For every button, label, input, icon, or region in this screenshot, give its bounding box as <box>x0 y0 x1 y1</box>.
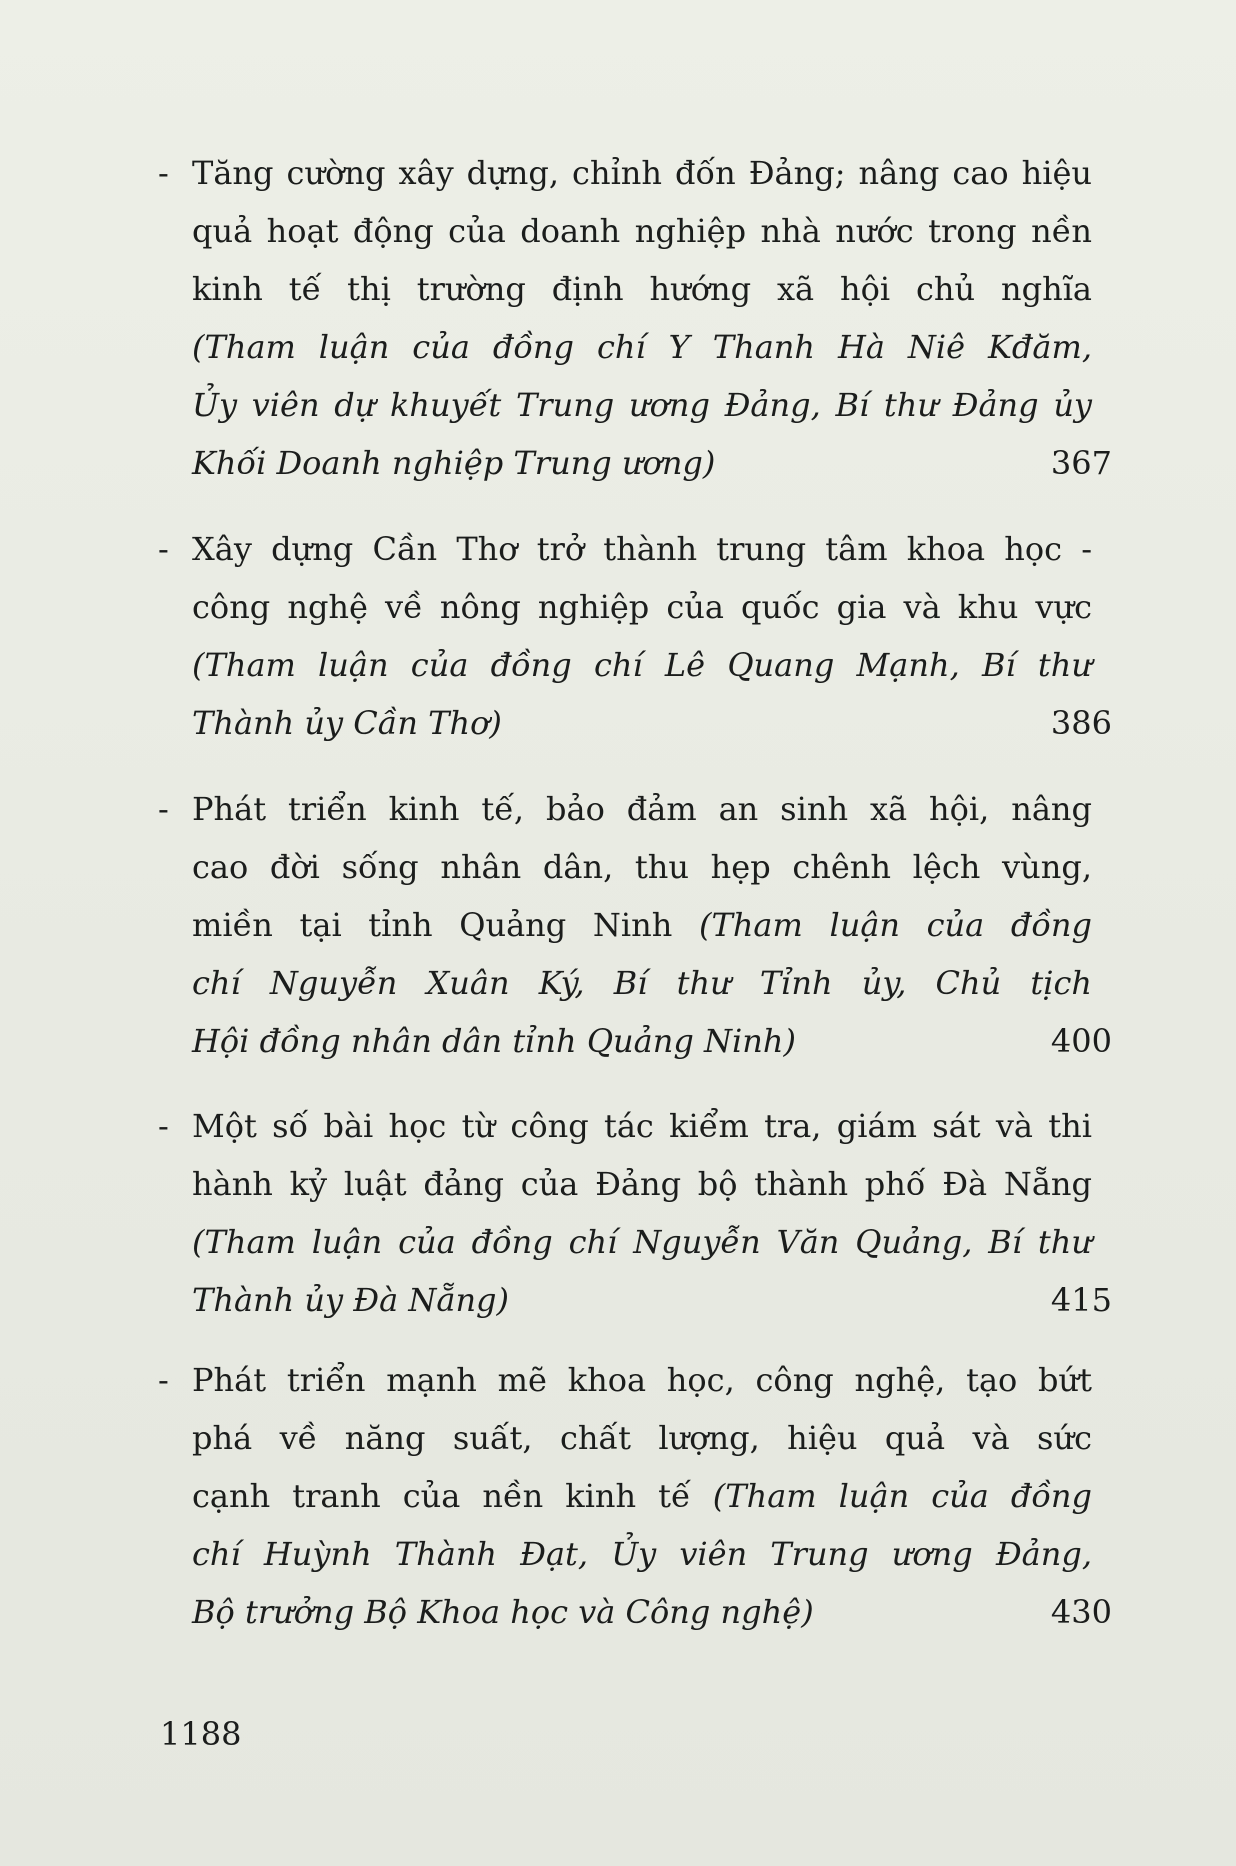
entry-line: (Tham luận của đồng chí Nguyễn Văn Quảng, Bí thư <box>192 1223 1092 1261</box>
folio-page-number: 1188 <box>160 1715 242 1753</box>
entry-line: Bộ trưởng Bộ Khoa học và Công nghệ) <box>192 1593 814 1631</box>
entry-dash: - <box>158 1107 169 1145</box>
entry-line: Thành ủy Đà Nẵng) <box>192 1281 510 1319</box>
entry-line: chí Nguyễn Xuân Ký, Bí thư Tỉnh ủy, Chủ tịch <box>192 964 1092 1002</box>
entry-line-italic: (Tham luận của đồng <box>712 1477 1093 1515</box>
page-number: 430 <box>1050 1593 1112 1631</box>
entry-line-text: miền tại tỉnh Quảng Ninh <box>192 906 673 944</box>
entry-line: công nghệ về nông nghiệp của quốc gia và khu vực <box>192 588 1092 626</box>
entry-line-text: cạnh tranh của nền kinh tế <box>192 1477 691 1515</box>
entry-line: Xây dựng Cần Thơ trở thành trung tâm khoa học - <box>192 530 1092 568</box>
entry-line: Hội đồng nhân dân tỉnh Quảng Ninh) <box>192 1022 796 1060</box>
entry-line: Phát triển kinh tế, bảo đảm an sinh xã hội, nâng <box>192 790 1092 828</box>
entry-line: Tăng cường xây dựng, chỉnh đốn Đảng; nâng cao hiệu <box>192 154 1092 192</box>
entry-line: Một số bài học từ công tác kiểm tra, giám sát và thi <box>192 1107 1092 1145</box>
entry-line: (Tham luận của đồng chí Y Thanh Hà Niê Kđăm, <box>192 328 1092 366</box>
entry-line: Phát triển mạnh mẽ khoa học, công nghệ, tạo bứt <box>192 1361 1092 1399</box>
page-number: 367 <box>1050 444 1112 482</box>
entry-line-italic: (Tham luận của đồng <box>698 906 1093 944</box>
entry-line: Ủy viên dự khuyết Trung ương Đảng, Bí thư Đảng ủy <box>192 386 1092 424</box>
entry-line: Khối Doanh nghiệp Trung ương) <box>192 444 716 482</box>
entry-dash: - <box>158 1361 169 1399</box>
entry-line: Thành ủy Cần Thơ) <box>192 704 502 742</box>
entry-line <box>192 1467 1092 1525</box>
entry-line: quả hoạt động của doanh nghiệp nhà nước trong nền <box>192 212 1092 250</box>
entry-dash: - <box>158 530 169 568</box>
page-number: 415 <box>1050 1281 1112 1319</box>
page-number: 400 <box>1050 1022 1112 1060</box>
entry-line: kinh tế thị trường định hướng xã hội chủ nghĩa <box>192 270 1092 308</box>
entry-line: chí Huỳnh Thành Đạt, Ủy viên Trung ương Đảng, <box>192 1535 1092 1573</box>
entry-line: phá về năng suất, chất lượng, hiệu quả và sức <box>192 1419 1092 1457</box>
entry-line: hành kỷ luật đảng của Đảng bộ thành phố Đà Nẵng <box>192 1165 1092 1203</box>
entry-line: cao đời sống nhân dân, thu hẹp chênh lệch vùng, <box>192 848 1092 886</box>
entry-line <box>192 896 1092 954</box>
entry-dash: - <box>158 790 169 828</box>
page-number: 386 <box>1050 704 1112 742</box>
entry-dash: - <box>158 154 169 192</box>
entry-line: (Tham luận của đồng chí Lê Quang Mạnh, Bí thư <box>192 646 1092 684</box>
